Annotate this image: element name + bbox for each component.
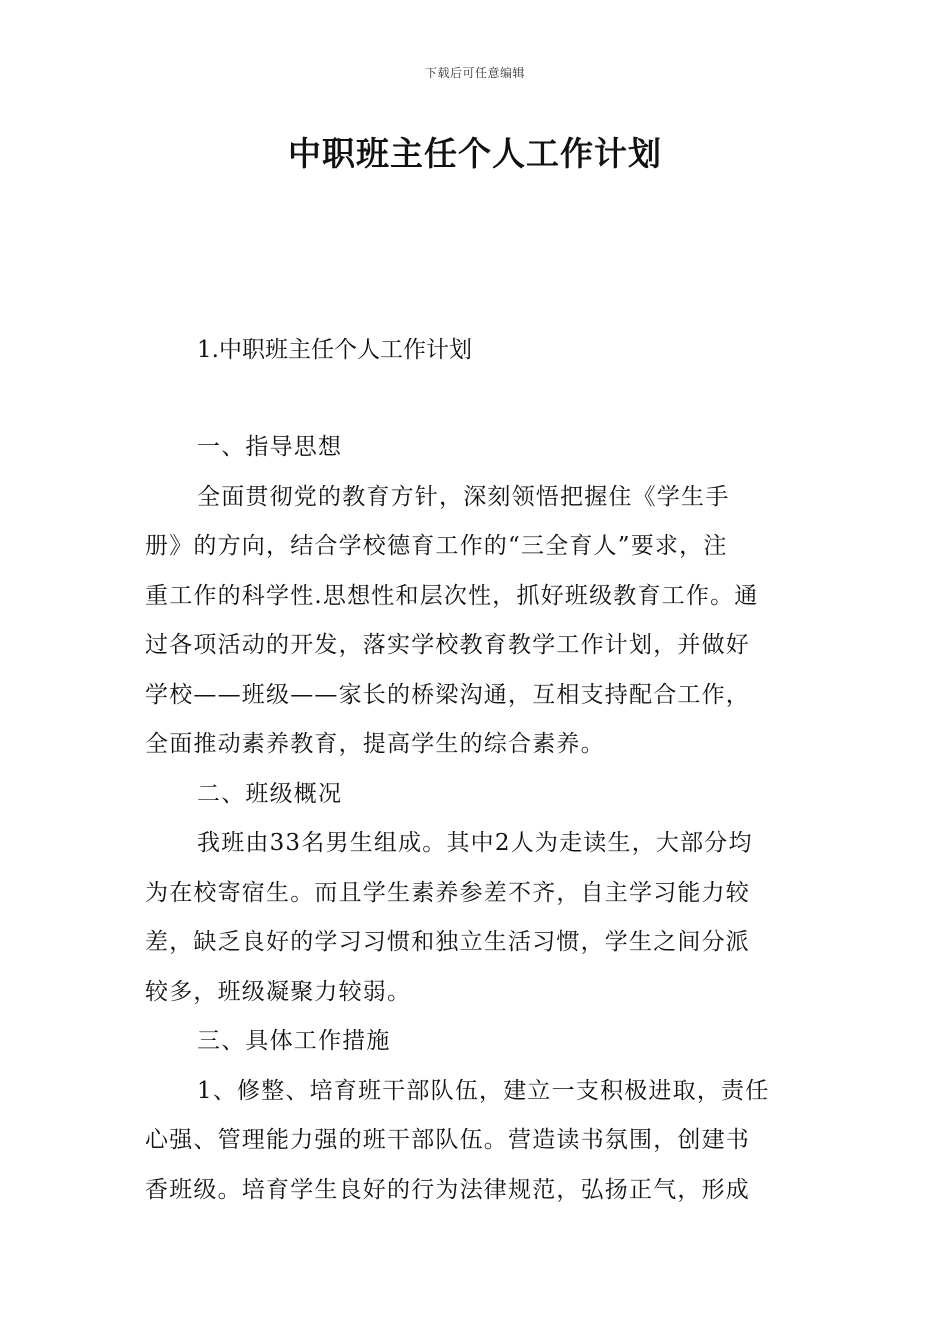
body-line: 较多，班级凝聚力较弱。 [145, 978, 412, 1005]
body-line: 我班由33名男生组成。其中2人为走读生，大部分均 [197, 830, 753, 856]
body-line: 香班级。培育学生良好的行为法律规范，弘扬正气，形成 [145, 1176, 750, 1203]
document-body [145, 423, 807, 1215]
body-line: 差，缺乏良好的学习习惯和独立生活习惯，学生之间分派 [145, 929, 750, 955]
body-line: 一、指导思想 [197, 434, 343, 460]
body-line: 心强、管理能力强的班干部队伍。营造读书氛围，创建书 [145, 1127, 750, 1153]
document-title: 中职班主任个人工作计划 [288, 134, 662, 173]
body-line: 全面推动素养教育，提高学生的综合素养。 [145, 731, 605, 757]
document-subtitle: 1.中职班主任个人工作计划 [197, 337, 472, 363]
body-line: 册》的方向，结合学校德育工作的“三全育人”要求，注 [145, 533, 728, 559]
body-line: 过各项活动的开发，落实学校教育教学工作计划，并做好 [145, 632, 750, 658]
body-line: 重工作的科学性.思想性和层次性，抓好班级教育工作。通 [145, 582, 759, 609]
body-line: 二、班级概况 [197, 780, 343, 807]
body-line: 为在校寄宿生。而且学生素养参差不齐，自主学习能力较 [145, 879, 750, 906]
header-note: 下载后可任意编辑 [424, 66, 525, 80]
body-line: 学校——班级——家长的桥梁沟通，互相支持配合工作， [145, 681, 750, 708]
body-line: 1、修整、培育班干部队伍，建立一支积极进取，责任 [197, 1077, 770, 1104]
body-line: 全面贯彻党的教育方针，深刻领悟把握住《学生手 [197, 483, 730, 510]
body-line: 三、具体工作措施 [197, 1028, 391, 1054]
